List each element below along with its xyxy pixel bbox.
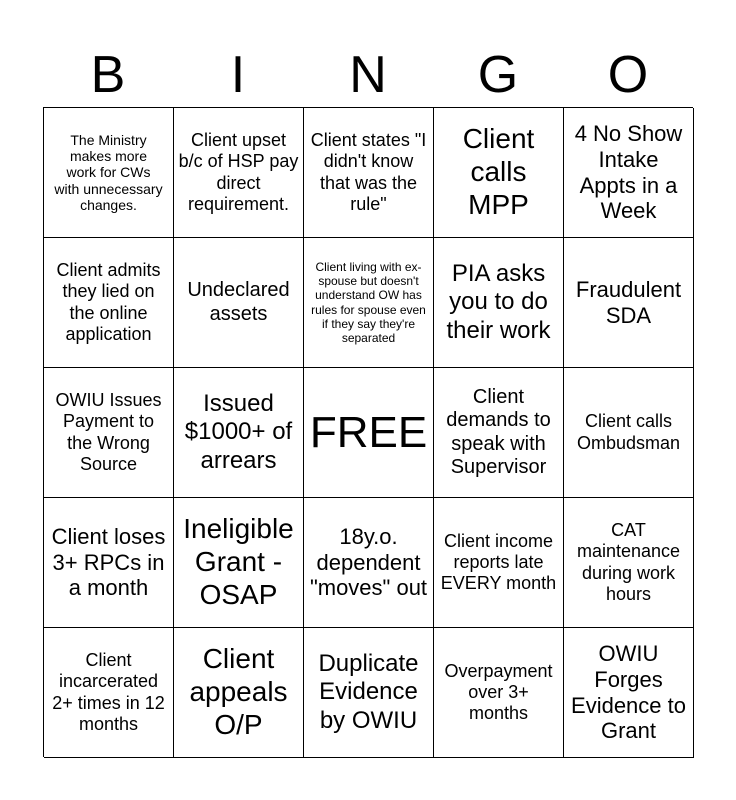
header-letter-g: G — [477, 46, 519, 104]
bingo-cell-text: 18y.o. dependent "moves" out — [309, 523, 428, 601]
bingo-cell — [564, 628, 694, 758]
bingo-cell — [174, 628, 304, 758]
bingo-cell — [434, 498, 564, 628]
free-space-text: FREE — [309, 407, 428, 457]
bingo-cell-text: Undeclared assets — [187, 279, 290, 325]
header-letter-n: N — [349, 46, 387, 104]
bingo-cell-text: Overpayment over 3+ months — [444, 660, 553, 724]
bingo-cell — [44, 498, 174, 628]
bingo-cell-text: Duplicate Evidence by OWIU — [318, 650, 419, 734]
bingo-header — [43, 44, 693, 106]
bingo-cell — [564, 368, 694, 498]
bingo-cell-text: 4 No Show Intake Appts in a Week — [574, 121, 683, 224]
header-letter-b: B — [90, 46, 126, 104]
bingo-cell-text: OWIU Forges Evidence to Grant — [571, 641, 686, 744]
bingo-cell — [304, 498, 434, 628]
bingo-cell — [174, 498, 304, 628]
bingo-cell — [174, 108, 304, 238]
bingo-cell — [44, 108, 174, 238]
bingo-cell-text: Fraudulent SDA — [575, 276, 682, 328]
bingo-cell — [304, 238, 434, 368]
bingo-cell-text: The Ministry makes more work for CWs with unnecessary changes. — [54, 131, 163, 214]
bingo-cell-text: Client states "I didn't know that was the rule" — [310, 130, 427, 214]
bingo-cell-text: Client calls MPP — [462, 123, 535, 220]
bingo-cell — [434, 108, 564, 238]
bingo-cell-text: CAT maintenance during work hours — [576, 520, 681, 604]
bingo-cell — [564, 498, 694, 628]
bingo-board — [43, 107, 693, 757]
bingo-cell-text: Ineligible Grant - OSAP — [183, 513, 294, 610]
header-letter-o: O — [607, 46, 649, 104]
bingo-cell — [564, 238, 694, 368]
bingo-cell — [434, 628, 564, 758]
bingo-cell — [174, 368, 304, 498]
bingo-cell — [564, 108, 694, 238]
bingo-cell — [44, 238, 174, 368]
bingo-cell — [434, 368, 564, 498]
bingo-cell-text: Client income reports late EVERY month — [440, 530, 557, 594]
bingo-cell-text: Issued $1000+ of arrears — [184, 390, 293, 474]
bingo-cell-text: Client upset b/c of HSP pay direct requirement. — [178, 130, 299, 214]
bingo-cell — [434, 238, 564, 368]
bingo-cell-text: Client loses 3+ RPCs in a month — [51, 523, 166, 601]
bingo-cell-text: Client living with ex-spouse but doesn't understand OW has rules for spouse even if they say they're separated — [311, 260, 426, 345]
bingo-cell-text: PIA asks you to do their work — [446, 260, 551, 344]
header-letter-i: I — [230, 46, 246, 104]
bingo-cell — [44, 628, 174, 758]
bingo-cell-text: Client calls Ombudsman — [576, 411, 681, 453]
bingo-cell — [44, 368, 174, 498]
bingo-cell-text: Client appeals O/P — [189, 643, 288, 740]
bingo-cell-text: Client admits they lied on the online application — [56, 260, 161, 344]
bingo-cell-text: OWIU Issues Payment to the Wrong Source — [55, 390, 162, 474]
bingo-cell-text: Client incarcerated 2+ times in 12 months — [52, 650, 165, 734]
bingo-cell — [304, 108, 434, 238]
bingo-cell — [304, 628, 434, 758]
bingo-cell-free — [304, 368, 434, 498]
bingo-cell-text: Client demands to speak with Supervisor — [446, 385, 551, 478]
bingo-cell — [174, 238, 304, 368]
